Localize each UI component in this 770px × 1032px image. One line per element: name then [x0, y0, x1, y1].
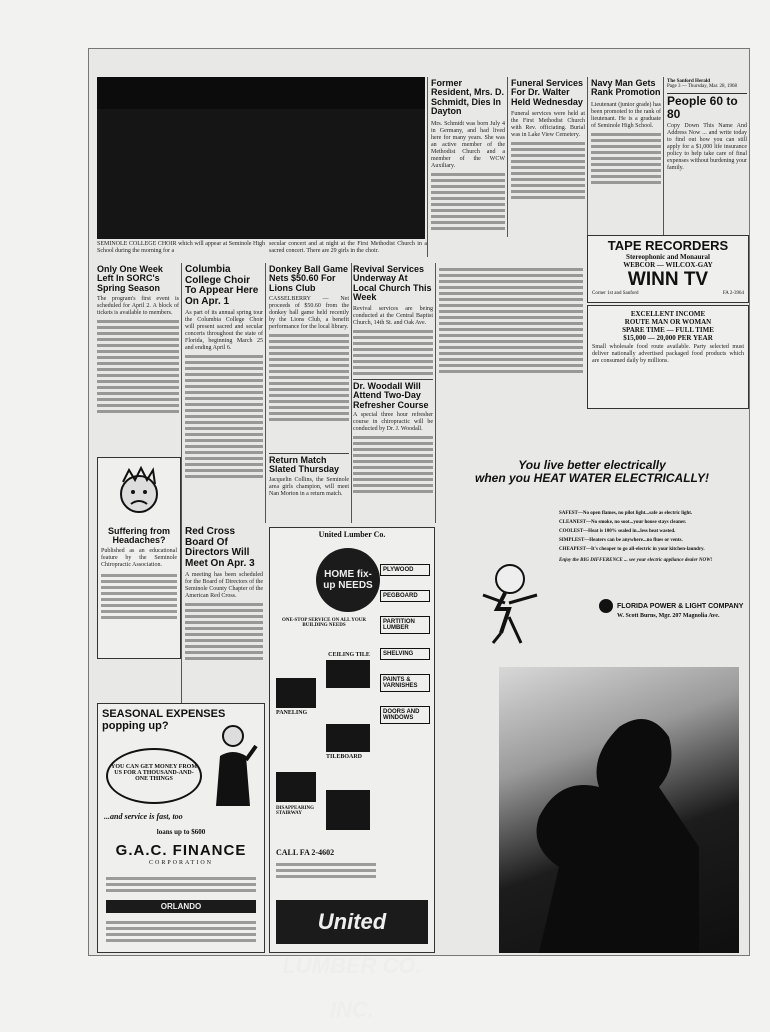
headache-illustration-icon: [109, 462, 169, 522]
article-body: CASSELBERRY — Net proceeds of $50.60 from the donkey ball game held recently by the Lions Club, a benefit performance for the local library.: [269, 296, 349, 331]
ceiling-tile-label: CEILING TILE: [328, 652, 370, 658]
stairway-label: DISAPPEARING STAIRWAY: [276, 806, 315, 816]
store-address: Corner 1st and Sanford: [592, 291, 639, 296]
article-body: The program's first event is scheduled for April 2. A block of tickets is available to members.: [97, 296, 179, 317]
article-revival: [353, 265, 433, 377]
headline: Revival Services Underway At Local Church This Week: [353, 264, 432, 303]
headline: Former Resident, Mrs. D. Schmidt, Dies In Dayton: [431, 78, 505, 117]
article-funeral: [511, 79, 585, 239]
logo: United LUMBER CO. INC.: [276, 900, 428, 944]
article-navy-man: [591, 79, 661, 239]
shower-photo: [499, 667, 739, 953]
ad-florida-power-light: [439, 459, 745, 953]
ad-headline1: You live better electrically: [518, 458, 666, 472]
masthead: [667, 79, 747, 94]
article-former-resident: [431, 79, 505, 239]
ad-cta: Enjoy the BIG DIFFERENCE ... see your electric appliance dealer NOW!: [559, 558, 713, 563]
article-return-match: [269, 453, 349, 524]
stairway-image: [276, 772, 316, 802]
item-plywood: PLYWOOD: [380, 564, 430, 576]
item-shelving: SHELVING: [380, 648, 430, 660]
speech-bubble: YOU CAN GET MONEY FROM US FOR A THOUSAND-AND-ONE THINGS: [106, 748, 202, 804]
ad-gac-finance: [97, 703, 265, 953]
article-body: Mrs. Schmidt was born July 4 in Germany, and had lived here for many years. She was an active member of the Methodist Church and a member of the WCW Auxiliary.: [431, 120, 505, 169]
ad-slogan: HOME fix-up NEEDS: [316, 548, 380, 612]
ad-line2: ROUTE MAN OR WOMAN: [624, 318, 712, 326]
issue-date: Page 3 — Thursday, Mar. 28, 1968: [667, 84, 737, 89]
item-list: [380, 564, 430, 724]
ad-title: TAPE RECORDERS: [607, 238, 729, 253]
article-body: Revival services are being conducted at the Central Baptist Church, 14th St. and Oak Ave.: [353, 305, 433, 326]
newspaper-page: [88, 48, 750, 1022]
article-columbia-choir: [185, 265, 263, 525]
ad-tape-recorders: [587, 235, 749, 303]
article-suffering-headaches: [97, 457, 181, 659]
store-name: WINN TV: [627, 269, 709, 290]
benefit-list: [559, 509, 739, 565]
tileboard-label: TILEBOARD: [326, 754, 363, 760]
ad-brands: WEBCOR — WILCOX-GAY: [623, 261, 713, 269]
ad-slogan: ...and service is fast, too: [104, 812, 183, 821]
headline: Only One Week Left In SORC's Spring Season: [97, 264, 163, 293]
headline: Columbia College Choir To Appear Here On Apr. 1: [185, 264, 259, 307]
article-donkey-ball: [269, 265, 349, 449]
tileboard-image: [326, 724, 370, 752]
concert-caption: secular concert and at night at the First Methodist Church in a sacred concert. There are 29 girls in the choir.: [269, 241, 427, 254]
city-name: ORLANDO: [106, 900, 256, 913]
businessman-illustration-icon: [208, 722, 258, 808]
item-doors: DOORS AND WINDOWS: [380, 706, 430, 724]
benefit-cheapest: CHEAPEST—It's cheaper to go all-electric in your kitchen-laundry.: [559, 547, 705, 552]
company-name: G.A.C. FINANCE: [115, 842, 247, 859]
article-body: As part of its annual spring tour the Columbia College Choir will present sacred and secular concerts throughout the state of Florida, beginning March 25 and ending April 6.: [185, 310, 263, 351]
ad-name: United Lumber Co.: [318, 530, 386, 539]
ad-united-lumber: [269, 527, 435, 1022]
call-line: CALL FA 2-4602: [276, 848, 335, 857]
paneling-label: PANELING: [276, 710, 308, 716]
item-paints: PAINTS & VARNISHES: [380, 674, 430, 692]
loans-line: loans up to $600: [156, 828, 206, 836]
ad-line1: EXCELLENT INCOME: [630, 310, 706, 318]
headline: Red Cross Board Of Directors Will Meet On Apr. 3: [185, 526, 255, 569]
ad-line3: SPARE TIME — FULL TIME: [622, 326, 714, 334]
company-corp: CORPORATION: [148, 860, 213, 866]
headline: Suffering from Headaches?: [108, 526, 170, 546]
article-body: Published as an educational feature by the Seminole Chiropractic Association.: [101, 547, 177, 568]
ad-body: Small wholesale food route available. Party selected must deliver nationally advertised packaged food products which are consumed daily by millions.: [592, 344, 744, 364]
photo-caption: SEMINOLE COLLEGE CHOIR which will appear at Seminole High School during the morning for a: [97, 241, 265, 254]
article-body: A special three hour refresher course in chiropractic will be conducted by Dr. J. Woodall.: [353, 412, 433, 433]
paneling-image: [276, 678, 316, 708]
item-pegboard: PEGBOARD: [380, 590, 430, 602]
article-body: Copy Down This Name And Address Now ... and write today to find out how you can still apply for a $1,000 life insurance policy to help take care of final expenses without burdening your family.: [667, 123, 747, 172]
ad-tag: ONE-STOP SERVICE ON ALL YOUR BUILDING NEEDS: [281, 618, 366, 628]
article-body: Lieutenant (junior grade) has been promoted to the rank of lieutenant. He is a graduate of Seminole High School.: [591, 101, 661, 129]
headline: Return Match Slated Thursday: [269, 455, 340, 475]
headline: Donkey Ball Game Nets $50.60 For Lions Club: [269, 264, 349, 293]
article-body: Funeral services were held at the First Methodist Church with Rev. officiating. Burial was in Lake View Cemetery.: [511, 111, 585, 139]
ad-people-60-80: [667, 95, 747, 229]
article-red-cross: [185, 527, 263, 703]
item-partition: PARTITION LUMBER: [380, 616, 430, 634]
company-manager: W. Scott Burns, Mgr. 207 Magnolia Ave.: [617, 613, 720, 619]
ad-title: SEASONAL EXPENSES popping up?: [102, 708, 226, 732]
article-continued: [439, 265, 583, 405]
reddy-kilowatt-icon: [475, 559, 545, 645]
choir-photo: [97, 77, 425, 239]
fpl-logo-icon: [599, 599, 613, 613]
company-name: FLORIDA POWER & LIGHT COMPANY: [617, 602, 744, 610]
article-sorc: [97, 265, 179, 455]
headline: Dr. Woodall Will Attend Two-Day Refresher Course: [353, 381, 429, 410]
article-body: A meeting has been scheduled for the Board of Directors of the Seminole County Chapter of the American Red Cross.: [185, 572, 263, 599]
article-body: Jacquelin Collins, the Seminole area girls champion, will meet Nan Morton in a return match.: [269, 476, 349, 497]
benefit-safest: SAFEST—No open flames, no pilot light...safe as electric light.: [559, 511, 693, 516]
benefit-coolest: COOLEST—Heat is 100% sealed in...less heat wasted.: [559, 529, 676, 534]
store-phone: FA 2-3964: [722, 291, 744, 296]
ad-sub: Stereophonic and Monaural: [626, 253, 710, 261]
paper-name: The Sanford Herald: [667, 79, 711, 84]
benefit-cleanest: CLEANEST—No smoke, no soot...your house stays cleaner.: [559, 520, 687, 525]
ad-line4: $15,000 — 20,000 PER YEAR: [623, 334, 713, 342]
article-woodall: [353, 379, 433, 524]
ceiling-tile-image: [326, 660, 370, 688]
ad-excellent-income: [587, 305, 749, 409]
headline: People 60 to 80: [667, 94, 738, 121]
benefit-simplest: SIMPLEST—Heaters can be anywhere...no flues or vents.: [559, 538, 683, 543]
stairway-photo: [326, 790, 370, 830]
ad-headline2: when you HEAT WATER ELECTRICALLY!: [475, 470, 709, 485]
headline: Funeral Services For Dr. Walter Held Wednesday: [511, 78, 584, 107]
headline: Navy Man Gets Rank Promotion: [591, 78, 661, 98]
